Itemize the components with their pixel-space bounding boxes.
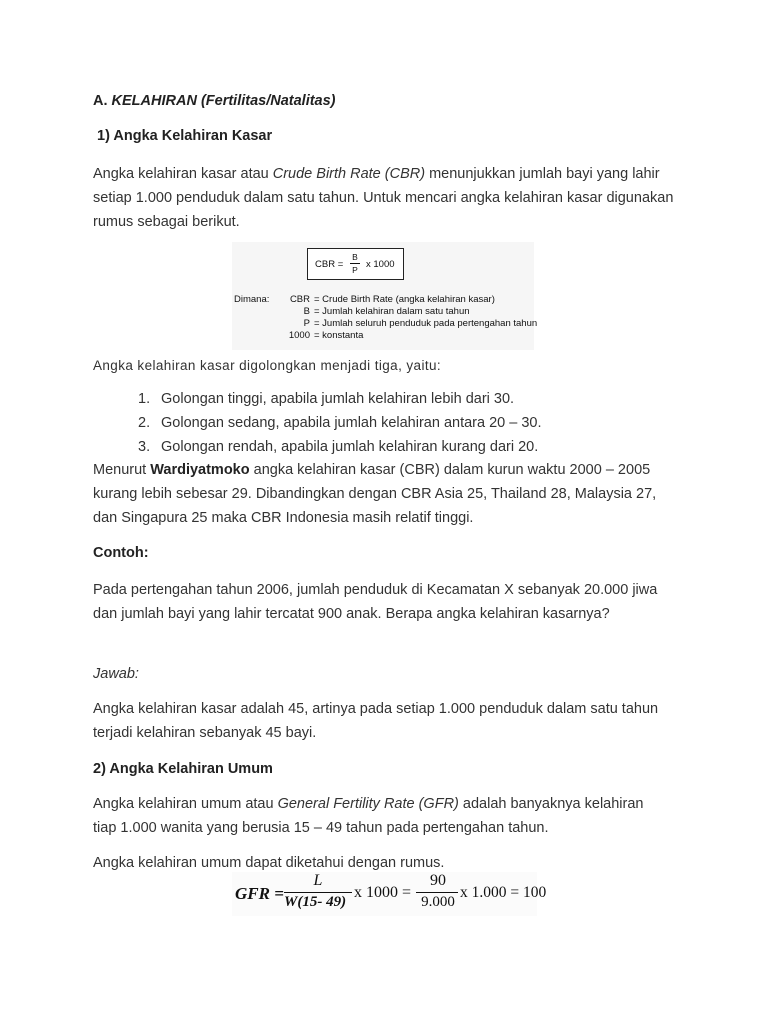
paragraph-cbr-definition <box>93 162 683 234</box>
list-item <box>138 387 542 411</box>
list-text: Golongan sedang, apabila jumlah kelahiran antara 20 – 30. <box>161 415 542 431</box>
definition-symbol: 1000 <box>288 330 310 341</box>
list-number: 1. <box>138 391 151 407</box>
list-number: 2. <box>138 415 151 431</box>
definition-desc: = Crude Birth Rate (angka kelahiran kasar) <box>314 294 495 305</box>
definition-desc: = Jumlah kelahiran dalam satu tahun <box>314 306 470 317</box>
fraction-bar <box>284 892 352 893</box>
section-title-italic: KELAHIRAN (Fertilitas/Natalitas) <box>111 93 336 109</box>
section-title-prefix: A. <box>93 93 112 109</box>
paragraph-classification-intro: Angka kelahiran kasar digolongkan menjadi tiga, yaitu: <box>93 358 442 373</box>
list-item <box>138 435 542 459</box>
subsection-title-cbr: 1) Angka Kelahiran Kasar <box>97 128 273 144</box>
gfr-formula-lhs: GFR = <box>235 884 284 903</box>
definition-symbol: CBR <box>289 294 310 305</box>
p1-italic-term: Crude Birth Rate (CBR) <box>272 166 426 182</box>
list-item <box>138 411 542 435</box>
cbr-formula-image <box>232 242 538 350</box>
list-text: Golongan tinggi, apabila jumlah kelahiran lebih dari 30. <box>161 391 515 407</box>
cbr-formula-frame <box>307 248 404 280</box>
definition-symbol: P <box>303 318 310 329</box>
paragraph-wardiyatmoko <box>93 458 668 530</box>
gfr-numerator-1: L <box>313 872 323 889</box>
cbr-numerator: B <box>352 252 358 262</box>
paragraph-example-answer: Angka kelahiran kasar adalah 45, artinya pada setiap 1.000 penduduk dalam satu tahun terjadi kelahiran sebanyak 45 bayi. <box>93 701 659 741</box>
cbr-formula-rhs: x 1000 <box>366 259 395 270</box>
fraction-bar <box>350 263 360 264</box>
cbr-formula-lhs: CBR = <box>315 259 344 270</box>
definition-desc: = Jumlah seluruh penduduk pada pertengahan tahun <box>314 318 538 329</box>
cbr-denominator: P <box>352 265 358 275</box>
jawab-label: Jawab: <box>93 666 139 682</box>
paragraph-gfr-definition <box>93 792 663 840</box>
p1-text-after: menunjukkan jumlah bayi yang lahir setiap 1.000 penduduk dalam satu tahun. Untuk mencari angka kelahiran kasar digunakan rumus sebagai berikut. <box>93 166 674 230</box>
gfr-formula-middle: x 1000 = <box>354 884 412 901</box>
p1-text-before: Angka kelahiran kasar atau <box>93 166 273 182</box>
dimana-label: Dimana: <box>234 294 270 305</box>
p6-italic-term: General Fertility Rate (GFR) <box>277 796 459 812</box>
p3-text-after: angka kelahiran kasar (CBR) dalam kurun waktu 2000 – 2005 kurang lebih sebesar 29. Dibandingkan dengan CBR Asia 25, Thailand 28, Malaysia 27, dan Singapura 25 maka CBR Indonesia masih relatif tinggi. <box>93 462 657 526</box>
list-number: 3. <box>138 439 151 455</box>
gfr-formula-end: x 1.000 = 100 <box>460 884 547 901</box>
gfr-formula-image <box>232 872 547 916</box>
gfr-numerator-2: 90 <box>430 872 446 889</box>
gfr-denominator-2: 9.000 <box>421 894 455 910</box>
classification-list <box>138 387 542 459</box>
p6-text-before: Angka kelahiran umum atau <box>93 796 278 812</box>
p6-text-after: adalah banyaknya kelahiran tiap 1.000 wanita yang berusia 15 – 49 tahun pada pertengahan tahun. <box>93 796 644 836</box>
fraction-bar <box>416 892 458 893</box>
section-title <box>93 93 336 109</box>
definition-symbol: B <box>303 306 310 317</box>
gfr-denominator-1: W(15- 49) <box>284 894 347 910</box>
definition-desc: = konstanta <box>314 330 364 341</box>
subsection-title-gfr: 2) Angka Kelahiran Umum <box>93 761 273 777</box>
contoh-label: Contoh: <box>93 545 149 561</box>
p3-text-before: Menurut <box>93 462 151 478</box>
paragraph-example-question: Pada pertengahan tahun 2006, jumlah penduduk di Kecamatan X sebanyak 20.000 jiwa dan jumlah bayi yang lahir tercatat 900 anak. Berapa angka kelahiran kasarnya? <box>93 582 658 622</box>
paragraph-gfr-formula-intro: Angka kelahiran umum dapat diketahui dengan rumus. <box>93 855 445 871</box>
list-text: Golongan rendah, apabila jumlah kelahiran kurang dari 20. <box>161 439 539 455</box>
cbr-fraction <box>350 252 360 275</box>
p3-bold-name: Wardiyatmoko <box>150 462 250 478</box>
